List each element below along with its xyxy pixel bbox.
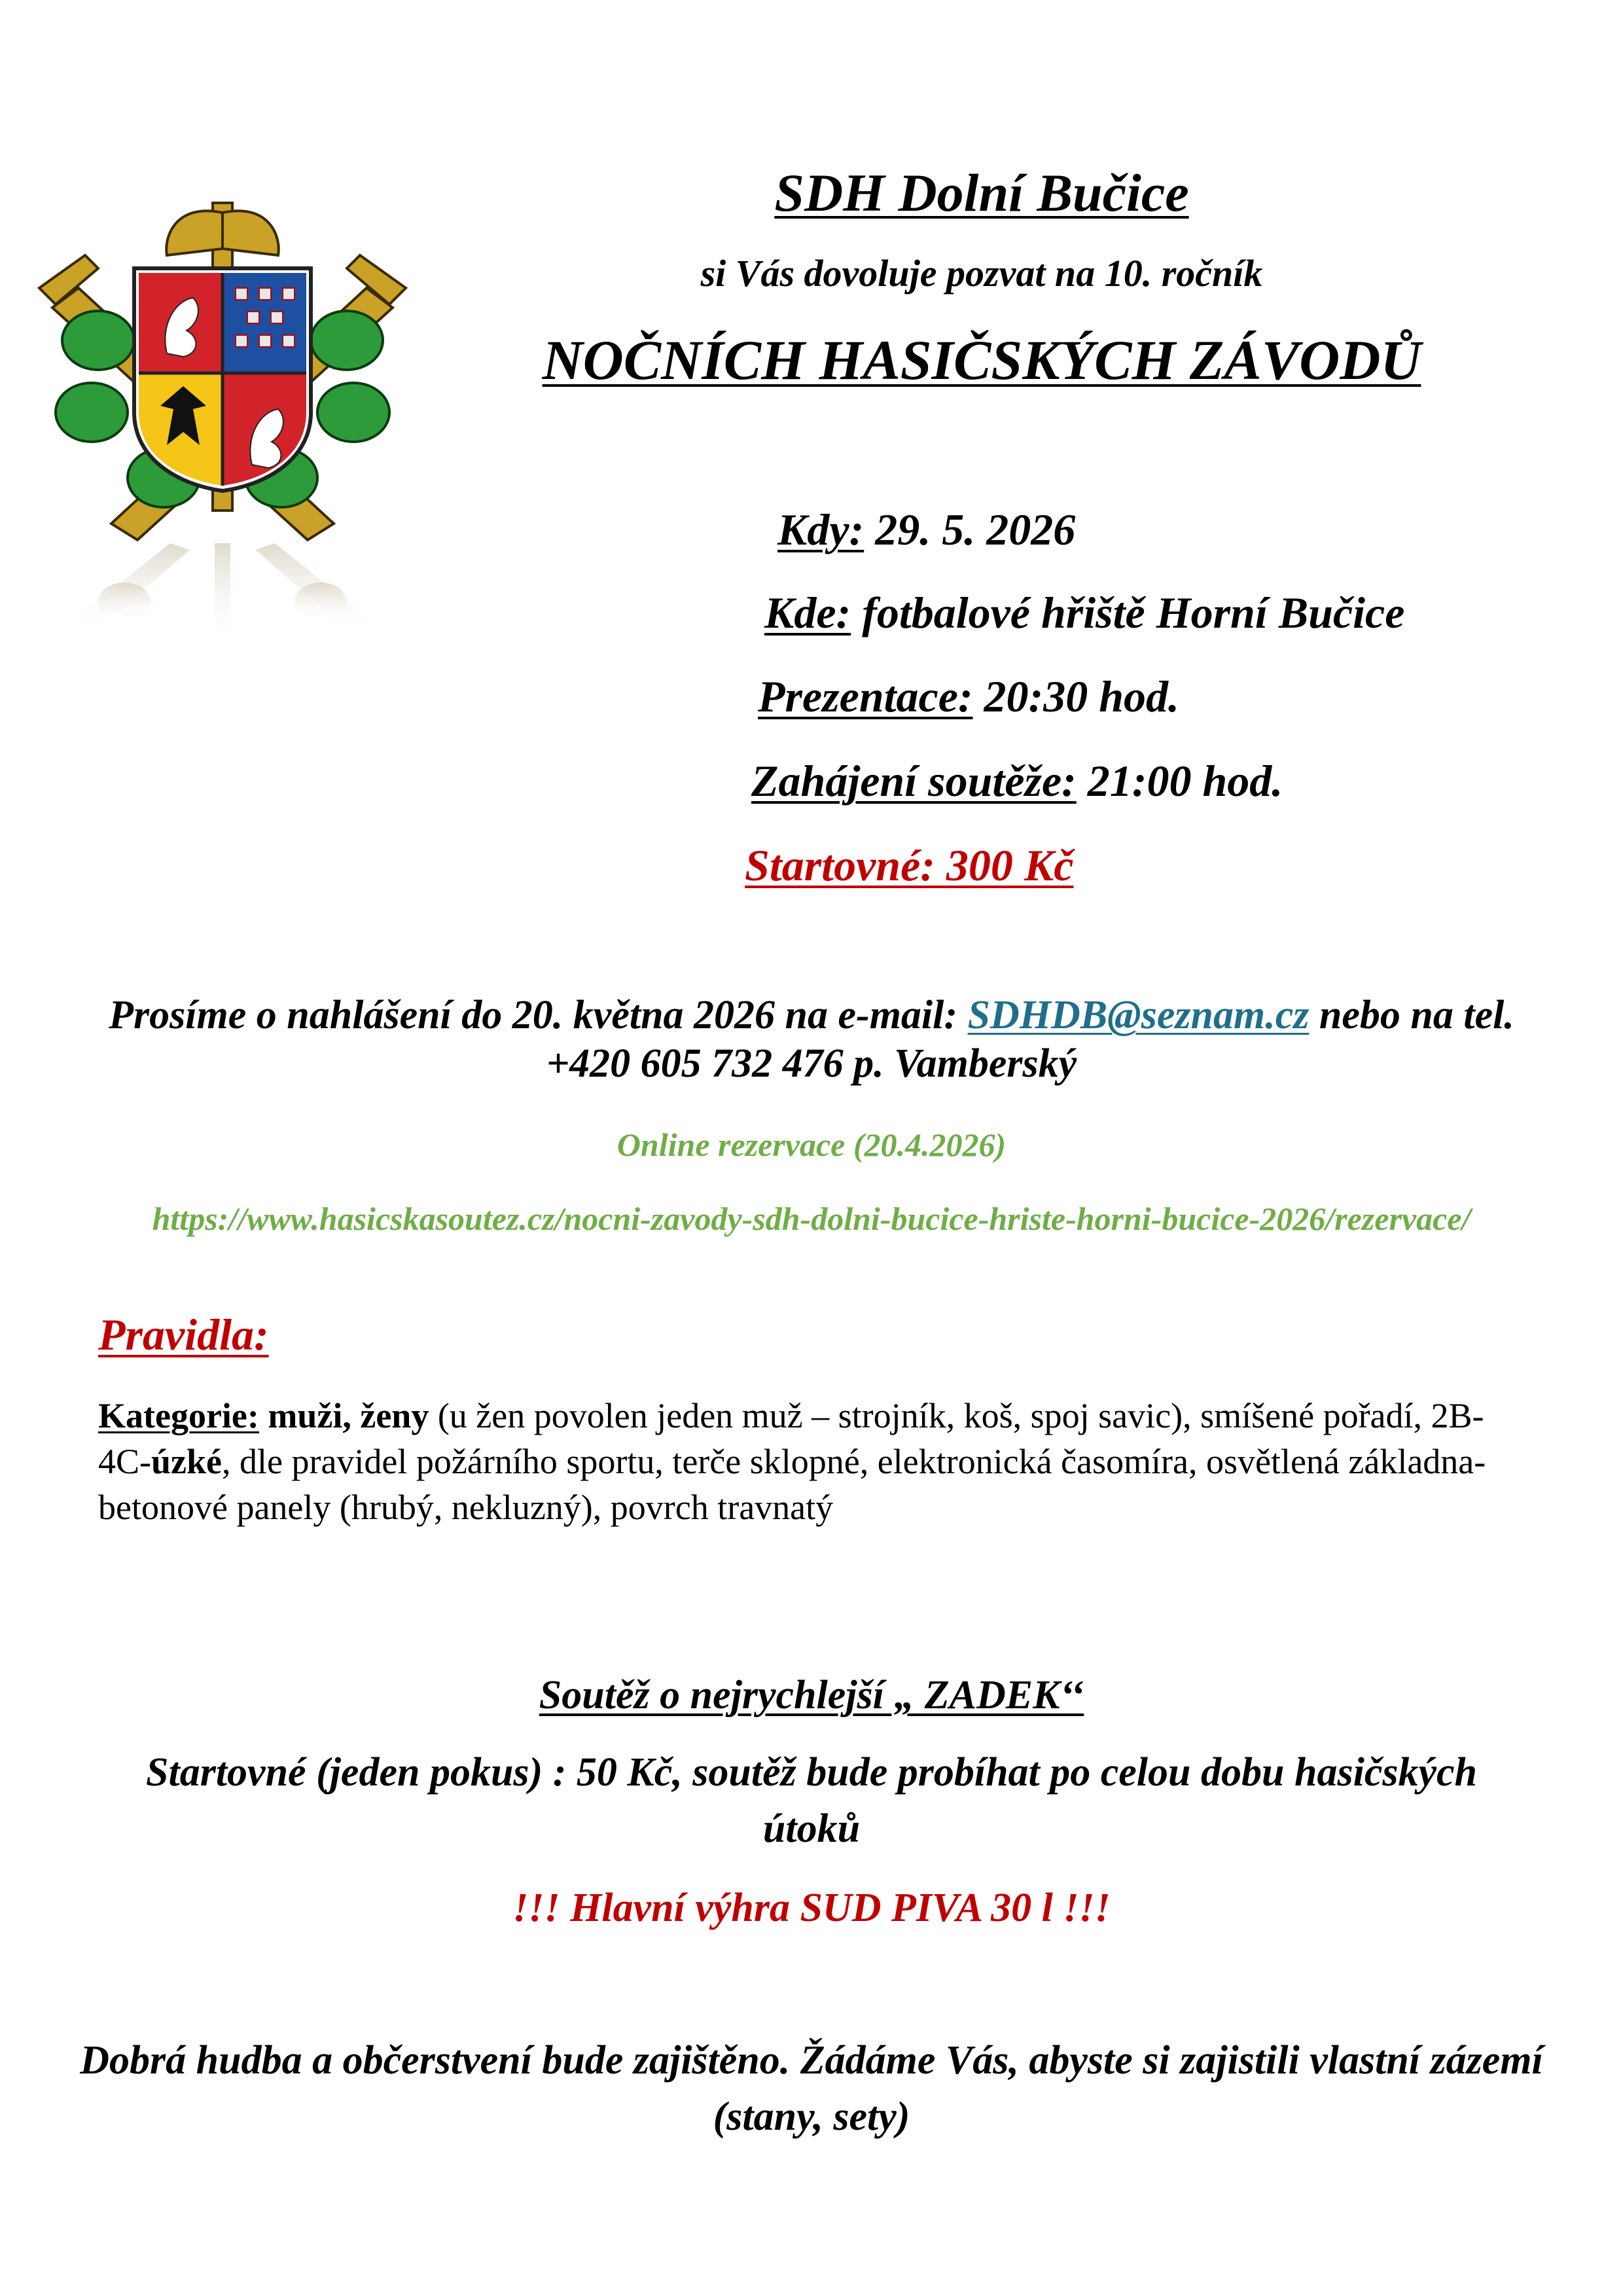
- contest-description: Startovné (jeden pokus) : 50 Kč, soutěž bude probíhat po celou dobu hasičských útoků: [145, 1750, 1477, 1852]
- logo-reflection-decoration: [59, 543, 386, 661]
- start-value: 21:00 hod.: [1076, 756, 1283, 806]
- online-reservation-title: Online rezervace (20.4.2026): [616, 1126, 1007, 1163]
- start-line: [751, 755, 1283, 807]
- rules-text: [98, 1393, 1525, 1531]
- date-value: 29. 5. 2026: [864, 505, 1076, 554]
- location-value: fotbalové hřiště Horní Bučice: [851, 588, 1405, 637]
- narrow-bold: úzké: [151, 1442, 222, 1482]
- signup-text-after: nebo na tel. +420 605 732 476 p. Vamberský: [546, 993, 1514, 1086]
- organization-title: SDH Dolní Bučice: [774, 163, 1189, 223]
- signup-text-before: Prosíme o nahlášení do 20. května 2026 na e-mail:: [109, 993, 968, 1037]
- location-label: Kde:: [764, 588, 851, 637]
- category-tail: , dle pravidel požárního sportu, terče sklopné, elektronická časomíra, osvětlená základna- betonové panely (hrubý, nekluzný), povrch travnatý: [98, 1442, 1486, 1528]
- registration-value: 20:30 hod.: [972, 672, 1180, 721]
- rules-heading: Pravidla:: [98, 1310, 269, 1359]
- invitation-line: si Vás dovoluje pozvat na 10. ročník: [700, 252, 1263, 295]
- registration-line: [758, 671, 1179, 723]
- registration-label: Prezentace:: [758, 672, 973, 721]
- online-reservation-url[interactable]: https://www.hasicskasoutez.cz/nocni-zavody-sdh-dolni-bucice-hriste-horni-bucice-2026/rezervace/: [152, 1200, 1471, 1237]
- category-label: Kategorie:: [98, 1396, 259, 1435]
- closing-note: Dobrá hudba a občerstvení bude zajištěno. Žádáme Vás, abyste si zajistili vlastní zázemí (stany, sety): [80, 2038, 1543, 2140]
- date-label: Kdy:: [777, 505, 865, 554]
- main-prize: !!! Hlavní výhra SUD PIVA 30 l !!!: [512, 1886, 1111, 1930]
- start-label: Zahájení soutěže:: [751, 756, 1077, 806]
- entry-fee: Startovné: 300 Kč: [745, 840, 1074, 890]
- category-rest: (u žen povolen jeden muž – strojník, koš, spoj savic), smíšené pořadí, 2B-4C-: [98, 1396, 1484, 1482]
- signup-notice: [65, 992, 1558, 1088]
- contest-title: Soutěž o nejrychlejší „ ZADEK‘‘: [539, 1673, 1084, 1717]
- event-title: NOČNÍCH HASIČSKÝCH ZÁVODŮ: [542, 329, 1421, 391]
- email-link[interactable]: SDHDB@seznam.cz: [967, 993, 1310, 1037]
- category-bold: muži, ženy: [259, 1396, 429, 1435]
- location-line: [764, 587, 1404, 639]
- firefighter-emblem-icon: [26, 177, 419, 543]
- date-line: [777, 504, 1075, 556]
